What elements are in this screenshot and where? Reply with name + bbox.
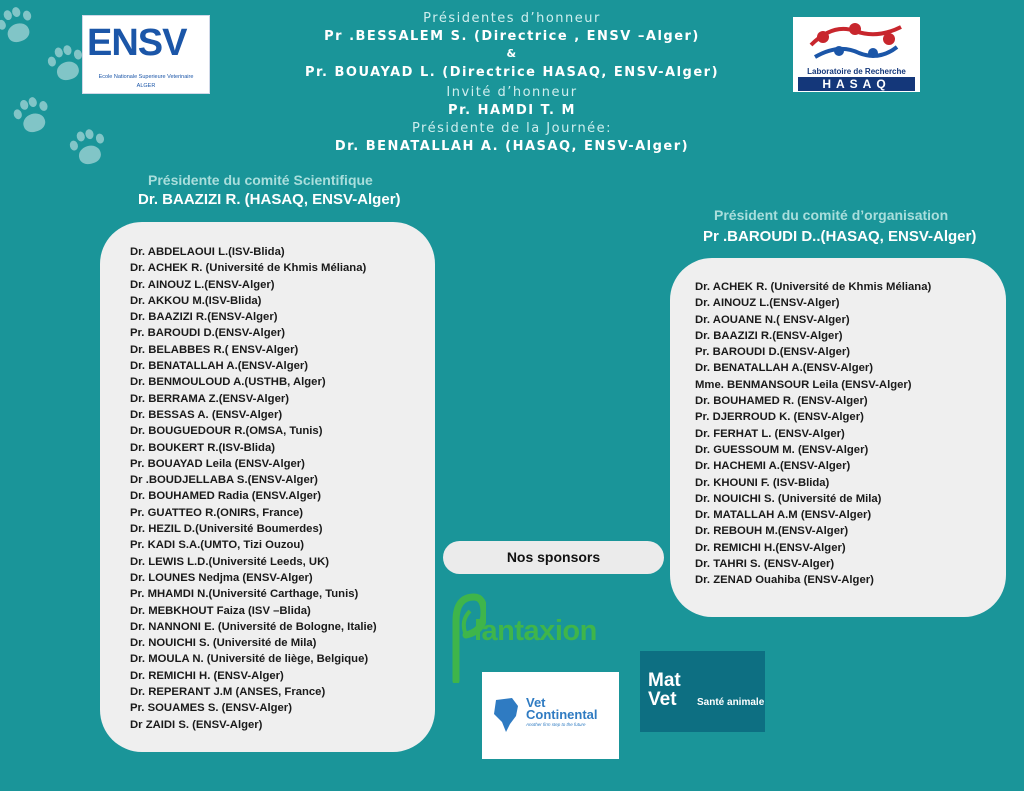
list-item: Dr. REBOUH M.(ENSV-Alger) bbox=[695, 525, 849, 538]
ensv-logo-subtitle: Ecole Nationale Superieure Veterinaire bbox=[98, 74, 194, 80]
list-item: Pr. DJERROUD K. (ENSV-Alger) bbox=[695, 411, 864, 424]
vet-continental-line2: Continental bbox=[526, 707, 598, 722]
matvet-line2: Vet bbox=[648, 689, 677, 710]
vet-continental-line1: Vet bbox=[526, 695, 546, 710]
list-item: Dr. ABDELAOUI L.(ISV-Blida) bbox=[130, 246, 285, 258]
list-item: Dr. BENMOULOUD A.(USTHB, Alger) bbox=[130, 376, 326, 389]
list-item: Dr. BESSAS A. (ENSV-Alger) bbox=[130, 408, 283, 421]
list-item: Mme. BENMANSOUR Leila (ENSV-Alger) bbox=[695, 378, 912, 391]
list-item: Dr. MEBKHOUT Faiza (ISV –Blida) bbox=[130, 604, 311, 617]
list-item: Dr. AINOUZ L.(ENSV-Alger) bbox=[695, 297, 840, 310]
honorary-president-1: Pr .BESSALEM S. (Directrice , ENSV –Alger) bbox=[324, 29, 700, 44]
list-item: Dr. LOUNES Nedjma (ENSV-Alger) bbox=[130, 571, 313, 584]
list-item: Dr. NANNONI E. (Université de Bologne, Italie) bbox=[130, 620, 377, 633]
list-item: Dr. MOULA N. (Université de liège, Belgique) bbox=[130, 653, 369, 666]
sponsors-label: Nos sponsors bbox=[443, 541, 664, 574]
africa-map-icon bbox=[486, 694, 526, 734]
ensv-logo-city: ALGER bbox=[136, 83, 156, 89]
list-item: Pr. BOUAYAD Leila (ENSV-Alger) bbox=[130, 457, 305, 470]
list-item: Dr. AINOUZ L.(ENSV-Alger) bbox=[130, 278, 275, 291]
presidentes-honneur-label: Présidentes d’honneur bbox=[423, 11, 601, 26]
organisation-committee-chair: Pr .BAROUDI D..(HASAQ, ENSV-Alger) bbox=[703, 228, 977, 245]
list-item: Dr. MATALLAH A.M (ENSV-Alger) bbox=[695, 509, 872, 522]
scientific-committee-chair: Dr. BAAZIZI R. (HASAQ, ENSV-Alger) bbox=[138, 191, 401, 208]
list-item: Pr. GUATTEO R.(ONIRS, France) bbox=[130, 506, 304, 519]
list-item: Dr. BOUHAMED Radia (ENSV.Alger) bbox=[130, 490, 322, 503]
list-item: Dr. AKKOU M.(ISV-Blida) bbox=[130, 294, 262, 307]
list-item: Dr. BENATALLAH A.(ENSV-Alger) bbox=[695, 362, 874, 375]
list-item: Dr. FERHAT L. (ENSV-Alger) bbox=[695, 427, 845, 440]
list-item: Dr. BOUKERT R.(ISV-Blida) bbox=[130, 441, 275, 454]
invite-label: Invité d’honneur bbox=[446, 85, 578, 100]
list-item: Pr. KADI S.A.(UMTO, Tizi Ouzou) bbox=[130, 539, 305, 552]
list-item: Dr. AOUANE N.( ENSV-Alger) bbox=[695, 313, 850, 326]
ensv-logo-text: ENSV bbox=[87, 22, 187, 64]
matvet-logo bbox=[640, 651, 765, 732]
list-item: Dr. NOUICHI S. (Université de Mila) bbox=[695, 492, 882, 505]
hasaq-name: HASAQ bbox=[798, 77, 915, 91]
list-item: Dr. BAAZIZI R.(ENSV-Alger) bbox=[130, 311, 278, 324]
presidente-journee-label: Présidente de la Journée: bbox=[411, 121, 613, 136]
list-item: Pr. MHAMDI N.(Université Carthage, Tunis) bbox=[130, 588, 359, 601]
list-item: Dr ZAIDI S. (ENSV-Alger) bbox=[130, 718, 263, 731]
vet-continental-logo bbox=[482, 672, 619, 759]
list-item: Dr. REPERANT J.M (ANSES, France) bbox=[130, 686, 326, 699]
vet-continental-text bbox=[526, 697, 598, 721]
list-item: Dr. ZENAD Ouahiba (ENSV-Alger) bbox=[695, 574, 874, 587]
list-item: Dr. KHOUNI F. (ISV-Blida) bbox=[695, 476, 830, 489]
list-item: Pr. BAROUDI D.(ENSV-Alger) bbox=[130, 327, 286, 340]
list-item: Dr. REMICHI H.(ENSV-Alger) bbox=[695, 541, 846, 554]
vet-continental-tagline: Another firm step to the future bbox=[526, 722, 586, 727]
list-item: Dr. BELABBES R.( ENSV-Alger) bbox=[130, 343, 299, 356]
list-item: Dr .BOUDJELLABA S.(ENSV-Alger) bbox=[130, 474, 318, 487]
matvet-line1: Mat bbox=[648, 670, 681, 691]
ampersand: & bbox=[506, 47, 518, 60]
scientific-committee-panel bbox=[100, 222, 435, 752]
list-item: Dr. BENATALLAH A.(ENSV-Alger) bbox=[130, 360, 309, 373]
hasaq-lab-label: Laboratoire de Recherche bbox=[807, 67, 906, 76]
matvet-text bbox=[648, 671, 681, 709]
list-item: Dr. HACHEMI A.(ENSV-Alger) bbox=[695, 460, 851, 473]
list-item: Dr. LEWIS L.D.(Université Leeds, UK) bbox=[130, 555, 329, 568]
scientific-committee-title: Présidente du comité Scientifique bbox=[148, 172, 373, 188]
list-item: Dr. BOUHAMED R. (ENSV-Alger) bbox=[695, 395, 868, 408]
list-item: Pr. BAROUDI D.(ENSV-Alger) bbox=[695, 346, 851, 359]
list-item: Dr. TAHRI S. (ENSV-Alger) bbox=[695, 558, 835, 571]
invite-name: Pr. HAMDI T. M bbox=[448, 103, 576, 118]
list-item: Dr. HEZIL D.(Université Boumerdes) bbox=[130, 523, 323, 536]
list-item: Dr. REMICHI H. (ENSV-Alger) bbox=[130, 669, 284, 682]
list-item: Dr. BERRAMA Z.(ENSV-Alger) bbox=[130, 392, 290, 405]
list-item: Dr. BOUGUEDOUR R.(OMSA, Tunis) bbox=[130, 425, 323, 438]
list-item: Dr. BAAZIZI R.(ENSV-Alger) bbox=[695, 329, 843, 342]
list-item: Pr. SOUAMES S. (ENSV-Alger) bbox=[130, 702, 292, 715]
list-item: Dr. GUESSOUM M. (ENSV-Alger) bbox=[695, 443, 869, 456]
list-item: Dr. ACHEK R. (Université de Khmis Méliana) bbox=[130, 262, 367, 275]
plantaxion-logo-text: lantaxion bbox=[474, 615, 597, 647]
list-item: Dr. ACHEK R. (Université de Khmis Méliana) bbox=[695, 281, 932, 293]
organisation-committee-panel bbox=[670, 258, 1006, 617]
matvet-tagline: Santé animale bbox=[697, 697, 765, 708]
presidente-journee-name: Dr. BENATALLAH A. (HASAQ, ENSV-Alger) bbox=[334, 139, 690, 154]
organisation-committee-title: Président du comité d’organisation bbox=[714, 207, 949, 223]
honorary-president-2: Pr. BOUAYAD L. (Directrice HASAQ, ENSV-Alger) bbox=[304, 65, 720, 80]
list-item: Dr. NOUICHI S. (Université de Mila) bbox=[130, 637, 317, 650]
plantaxion-logo bbox=[446, 591, 596, 683]
